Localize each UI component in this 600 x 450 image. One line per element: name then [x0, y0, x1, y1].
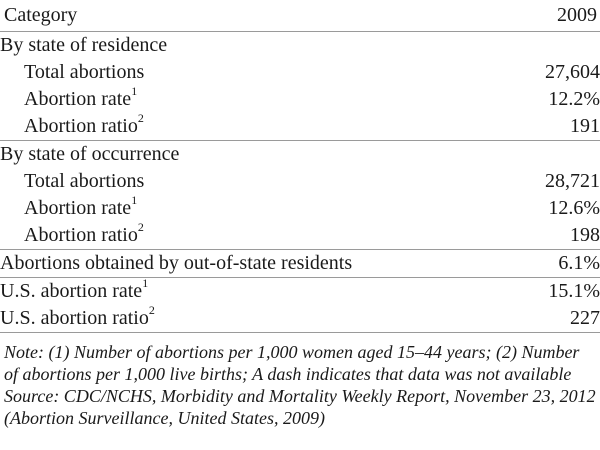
table-row	[0, 86, 600, 113]
row-label	[0, 222, 519, 250]
row-label-text: Total abortions	[24, 61, 145, 83]
row-label-text: Abortion rate	[24, 197, 132, 219]
row-value: 191	[570, 115, 600, 137]
column-header-category: Category	[0, 0, 519, 32]
row-label-text: By state of residence	[0, 34, 168, 56]
row-label	[0, 278, 519, 306]
row-value: 198	[570, 224, 600, 246]
row-label-text: U.S. abortion ratio	[0, 307, 149, 329]
footnote-text: Note: (1) Number of abortions per 1,000 women aged 15–44 years; (2) Number of abortions per 1,000 live births; A dash indicates that data was not available	[4, 342, 580, 384]
table-row	[0, 59, 600, 86]
table-row	[0, 195, 600, 222]
row-value: 12.2%	[548, 88, 600, 110]
row-label	[0, 305, 519, 333]
row-value	[519, 141, 600, 169]
table-row	[0, 113, 600, 141]
table-row	[0, 141, 600, 169]
column-header-year: 2009	[519, 0, 600, 32]
row-value: 12.6%	[548, 197, 600, 219]
table-notes	[0, 333, 600, 429]
table-body	[0, 32, 600, 333]
row-label	[0, 195, 519, 222]
source-text: Source: CDC/NCHS, Morbidity and Mortality Weekly Report, November 23, 2012 (Abortion Surveillance, United States, 2009)	[4, 386, 596, 428]
row-label	[0, 59, 519, 86]
row-label	[0, 32, 519, 60]
row-label	[0, 141, 519, 169]
row-label-text: Abortion ratio	[24, 115, 138, 137]
row-label-text: Total abortions	[24, 170, 145, 192]
row-value: 15.1%	[519, 278, 600, 306]
row-label-text: Abortions obtained by out-of-state residents	[0, 252, 353, 274]
table-row	[0, 222, 600, 250]
table-row	[0, 278, 600, 306]
row-label	[0, 113, 519, 141]
table-row	[0, 250, 600, 278]
row-label-text: By state of occurrence	[0, 143, 180, 165]
footnote-marker: 1	[131, 193, 138, 208]
row-label	[0, 250, 519, 278]
table-header-row	[0, 0, 600, 32]
row-value: 6.1%	[519, 250, 600, 278]
table-row	[0, 168, 600, 195]
row-value: 27,604	[545, 61, 600, 83]
table-row	[0, 305, 600, 333]
row-value: 227	[519, 305, 600, 333]
footnote-marker: 2	[137, 111, 144, 126]
table-row	[0, 32, 600, 60]
row-value: 28,721	[545, 170, 600, 192]
row-value	[519, 32, 600, 60]
row-label-text: Abortion ratio	[24, 224, 138, 246]
row-label-text: U.S. abortion rate	[0, 280, 143, 302]
footnote-marker: 1	[142, 276, 149, 291]
footnote-marker: 2	[148, 303, 155, 318]
footnote-marker: 1	[131, 84, 138, 99]
row-label-text: Abortion rate	[24, 88, 132, 110]
row-label	[0, 86, 519, 113]
footnote-marker: 2	[137, 220, 144, 235]
row-label	[0, 168, 519, 195]
